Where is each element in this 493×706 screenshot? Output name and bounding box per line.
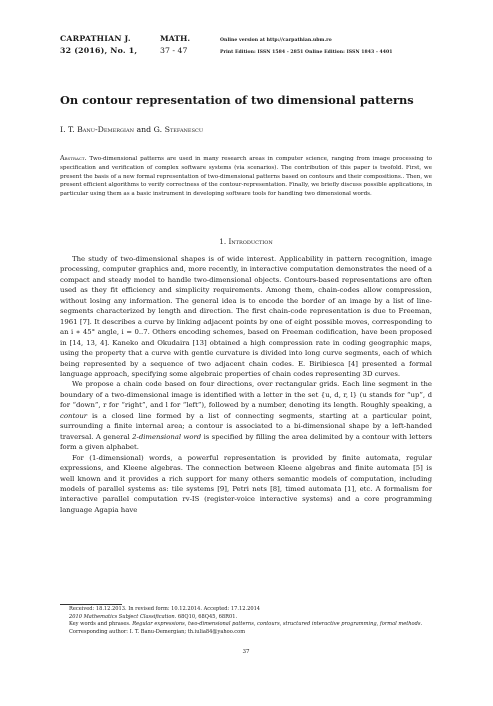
- page-range: 37 - 47: [160, 46, 188, 55]
- paragraph-2-part-a: We propose a chain code based on four directions, over rectangular grids. Each line segment in the boundary of a two-dimensional image is identified with a letter in the set {u, d, r, l} (u stands for “up”, d for “down”, r for “right”, and l for “left”), followed by a number, denoting its length. Roughly speaking, a: [60, 380, 432, 410]
- footnote-keywords: [60, 621, 432, 629]
- section-heading: [60, 237, 432, 246]
- online-version: Online version at http://carpathian.ubm.ro: [220, 38, 332, 43]
- journal-header: [60, 34, 460, 55]
- footnote-rule: [60, 604, 122, 605]
- body-text: [60, 254, 432, 515]
- journal-name: CARPATHIAN J.: [60, 34, 131, 43]
- print-edition: Print Edition: ISSN 1584 - 2851 Online Edition: ISSN 1843 - 4401: [220, 50, 393, 55]
- footnote-corresponding-author: Corresponding author: I. T. Banu-Demergian; th.iulia84@yahoo.com: [69, 629, 246, 636]
- abstract: [60, 154, 432, 199]
- volume-issue: [60, 46, 160, 55]
- volume: 32: [60, 46, 72, 55]
- author-2-initials: G.: [153, 125, 165, 134]
- page-number: 37: [242, 649, 250, 655]
- paper-title: On contour representation of two dimensional patterns: [60, 93, 414, 107]
- year-issue: (2016), No. 1,: [74, 46, 138, 55]
- keywords: Regular expressions, two-dimensional patterns, contours, structured interactive programming, formal methods.: [130, 621, 423, 628]
- term-2d-word: 2-dimensional word: [132, 432, 202, 441]
- journal-header-row-2: [60, 46, 460, 55]
- paragraph-3: For (1-dimensional) words, a powerful representation is provided by finite automata, regular expressions, and Kleene algebras. The connection between Kleene algebras and finite automata [5] is well known and it provides a rich support for many others semantic models of computation, including models of parallel systems as: tile systems [9], Petri nets [8], timed automata [1], etc. A formalism for interactive parallel computation rv-IS (register-voice interactive systems) and a core programming language Agapia have: [60, 453, 432, 514]
- footnote-received: Received: 18.12.2013. In revised form: 10.12.2014. Accepted: 17.12.2014: [69, 606, 261, 612]
- paragraph-2-part-c: is specified by filling the area delimited by a contour with letters form a given alphabet.: [60, 432, 432, 452]
- author-line: [60, 125, 440, 134]
- author-2-surname: Stefanescu: [164, 125, 204, 134]
- author-1-initials: I. T.: [60, 125, 78, 134]
- abstract-label: Abstract.: [60, 154, 87, 162]
- footnote-msc: [60, 614, 432, 622]
- section-number: 1.: [219, 237, 229, 246]
- keywords-label: Key words and phrases.: [69, 621, 131, 628]
- footnotes: [60, 606, 432, 637]
- author-1-surname: Banu-Demergian: [77, 125, 135, 134]
- term-contour: contour: [60, 411, 88, 420]
- journal-header-row-1: [60, 34, 460, 43]
- author-conjunction: and: [134, 125, 154, 134]
- msc-codes: 68Q10, 68Q45, 68R01.: [176, 613, 238, 620]
- journal-subject: MATH.: [160, 34, 191, 43]
- paragraph-2: [60, 379, 432, 452]
- paragraph-1: The study of two-dimensional shapes is of wide interest. Applicability in pattern recognition, image processing, computer graphics and, more recently, in interactive computation demonstrates the need of a compact and steady model to handle two-dimensional objects. Contours-based representations are often used as they fit efficiency and simplicity requirements. Among them, chain-codes allow compression, without losing any information. The general idea is to encode the border of an image by a list of line-segments characterized by length and direction. The first chain-code representation is due to Freeman, 1961 [7]. It describes a curve by linking adjacent points by one of eight possible moves, corresponding to an i ∗ 45° angle, i = 0..7. Others encoding schemes, based on Freeman codification, have been proposed in [14, 13, 4]. Kaneko and Okudaira [13] obtained a high compression rate in coding geographic maps, using the property that a curve with gentle curvature is divided into long curve segments, each of which being represented by a sequence of two adjacent chain codes. E. Biribiesca [4] presented a formal language approach, specifying some algebraic properties of chain codes representing 3D curves.: [60, 255, 432, 378]
- paragraph-2-part-b: is a closed line formed by a list of connecting segments, starting at a particular point, surrounding a finite internal area; a contour is associated to a bi-dimensional shape by a left-handed traversal. A general: [60, 411, 432, 441]
- abstract-text: Two-dimensional patterns are used in many research areas in computer science, ranging from image processing to specification and verification of complex software systems (via scenarios). The contribution of this paper is twofold. First, we present the basis of a new formal representation of two-dimensional patterns based on contours and their compositions.. Then, we present efficient algorithms to verify correctness of the contour-representation. Finally, we briefly discuss possible applications, in particular using them as a basic instrument in developing software tools for handling two dimensional words.: [60, 156, 432, 198]
- msc-label: 2010 Mathematics Subject Classification.: [69, 613, 177, 620]
- section-title: Introduction: [228, 237, 273, 246]
